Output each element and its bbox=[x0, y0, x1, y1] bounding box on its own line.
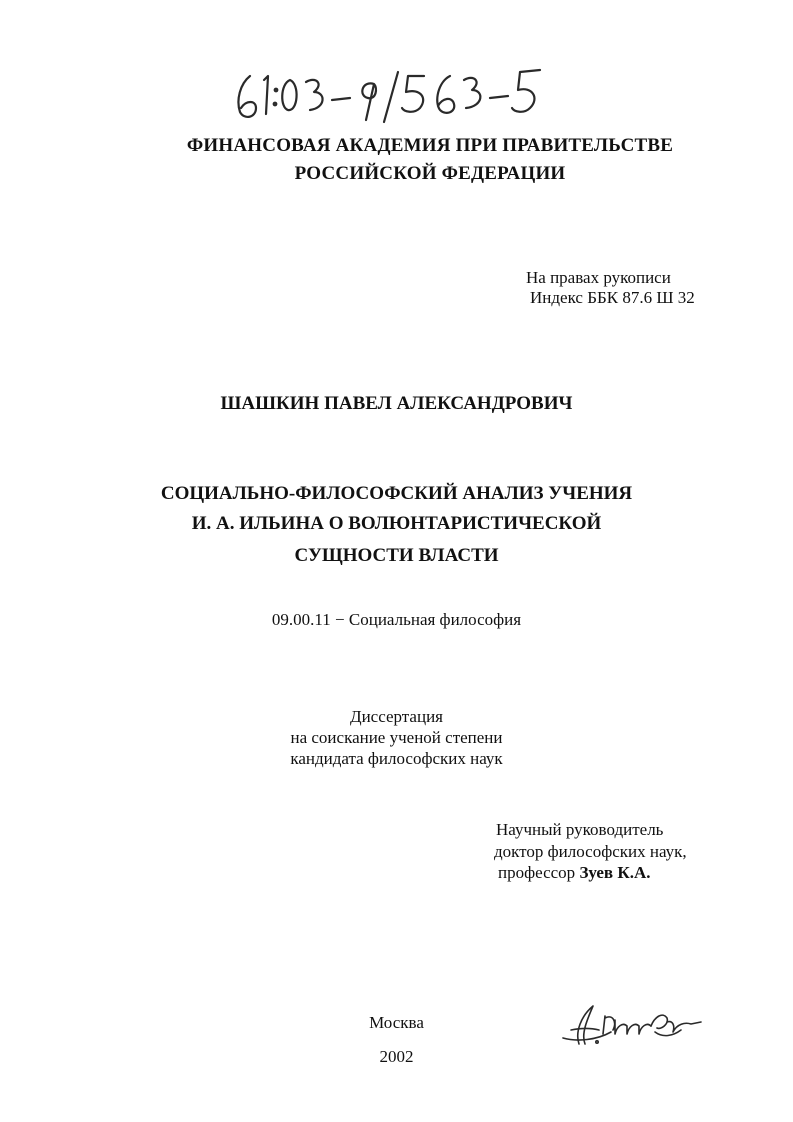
title-line-2: И. А. ИЛЬИНА О ВОЛЮНТАРИСТИЧЕСКОЙ bbox=[191, 513, 602, 534]
manuscript-rights-note: На правах рукописи bbox=[526, 268, 671, 287]
supervisor-degree: доктор философских наук, bbox=[494, 842, 687, 861]
supervisor-title-line bbox=[498, 863, 650, 883]
bbk-index: Индекс ББК 87.6 Ш 32 bbox=[530, 288, 695, 307]
dissertation-line-2: на соискание ученой степени bbox=[290, 728, 503, 747]
organization-line-2: РОССИЙСКОЙ ФЕДЕРАЦИИ bbox=[294, 163, 566, 184]
dissertation-line-3: кандидата философских наук bbox=[290, 749, 503, 768]
title-line-1: СОЦИАЛЬНО-ФИЛОСОФСКИЙ АНАЛИЗ УЧЕНИЯ bbox=[160, 483, 633, 504]
supervisor-rank: профессор bbox=[498, 863, 576, 882]
author-signature bbox=[557, 992, 707, 1054]
organization-line-1: ФИНАНСОВАЯ АКАДЕМИЯ ПРИ ПРАВИТЕЛЬСТВЕ bbox=[186, 135, 674, 156]
specialty-code: 09.00.11 − Социальная философия bbox=[271, 610, 522, 629]
handwritten-archive-code bbox=[228, 62, 548, 132]
city: Москва bbox=[369, 1013, 424, 1032]
title-line-3: СУЩНОСТИ ВЛАСТИ bbox=[294, 545, 499, 566]
year: 2002 bbox=[379, 1047, 414, 1066]
supervisor-label: Научный руководитель bbox=[496, 820, 664, 839]
author-name: ШАШКИН ПАВЕЛ АЛЕКСАНДРОВИЧ bbox=[220, 393, 573, 414]
dissertation-line-1: Диссертация bbox=[349, 707, 443, 726]
supervisor-name: Зуев К.А. bbox=[579, 863, 651, 882]
